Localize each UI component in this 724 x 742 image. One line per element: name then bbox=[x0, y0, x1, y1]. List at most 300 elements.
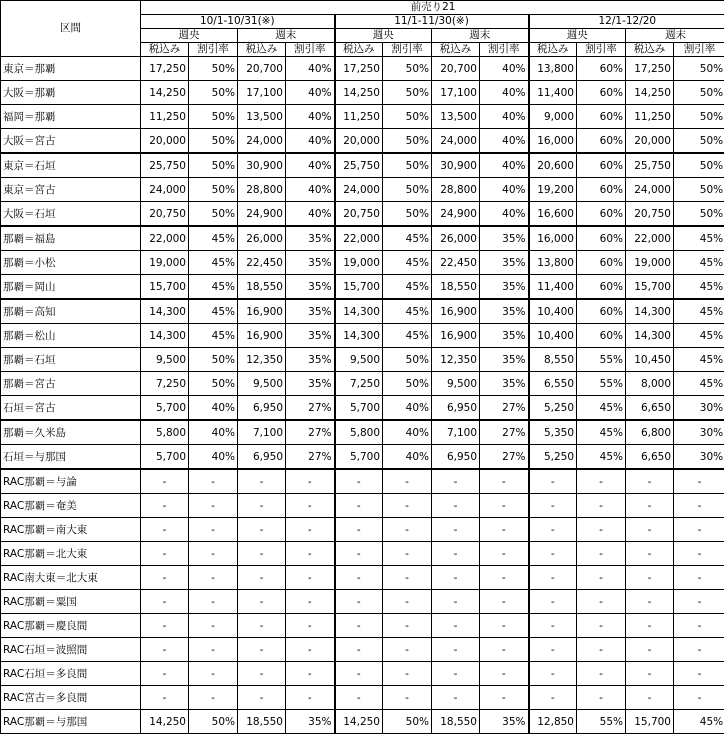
advance-purchase-title: 前売り21 bbox=[141, 1, 724, 15]
discount-cell: - bbox=[674, 542, 724, 566]
fare-cell: - bbox=[529, 686, 577, 710]
table-header bbox=[1, 1, 724, 57]
discount-cell: 40% bbox=[480, 81, 529, 105]
discount-cell: - bbox=[286, 494, 335, 518]
discount-cell: 27% bbox=[480, 445, 529, 470]
table-row bbox=[1, 202, 724, 227]
fare-cell: 5,250 bbox=[529, 445, 577, 470]
discount-cell: - bbox=[480, 518, 529, 542]
discount-cell: - bbox=[577, 566, 626, 590]
discount-cell: 30% bbox=[674, 445, 724, 470]
discount-cell: 40% bbox=[189, 420, 238, 445]
discount-cell: 45% bbox=[383, 226, 432, 251]
table-row bbox=[1, 420, 724, 445]
discount-cell: 50% bbox=[674, 153, 724, 178]
discount-cell: 40% bbox=[286, 81, 335, 105]
discount-cell: - bbox=[189, 590, 238, 614]
discount-cell: 60% bbox=[577, 226, 626, 251]
discount-cell: 40% bbox=[480, 153, 529, 178]
route-name: 那覇＝石垣 bbox=[1, 348, 141, 372]
fare-cell: 15,700 bbox=[141, 275, 189, 300]
discount-cell: - bbox=[577, 542, 626, 566]
fare-cell: 6,950 bbox=[432, 396, 480, 421]
table-row bbox=[1, 226, 724, 251]
fare-cell: 22,000 bbox=[141, 226, 189, 251]
fare-cell: - bbox=[626, 518, 674, 542]
route-name: 那覇＝岡山 bbox=[1, 275, 141, 300]
discount-cell: 40% bbox=[383, 420, 432, 445]
fare-cell: - bbox=[626, 566, 674, 590]
table-row bbox=[1, 494, 724, 518]
discount-cell: - bbox=[480, 469, 529, 494]
discount-cell: 40% bbox=[286, 178, 335, 202]
fare-cell: 14,300 bbox=[335, 299, 383, 324]
discount-cell: 55% bbox=[577, 348, 626, 372]
discount-cell: 50% bbox=[383, 710, 432, 734]
discount-cell: 60% bbox=[577, 57, 626, 81]
fare-cell: 19,000 bbox=[626, 251, 674, 275]
route-name: RAC那覇＝慶良間 bbox=[1, 614, 141, 638]
fare-cell: 7,100 bbox=[432, 420, 480, 445]
fare-cell: 18,550 bbox=[432, 275, 480, 300]
fare-cell: - bbox=[335, 614, 383, 638]
discount-cell: 45% bbox=[189, 251, 238, 275]
table-row bbox=[1, 662, 724, 686]
discount-cell: 35% bbox=[286, 372, 335, 396]
discount-cell: - bbox=[286, 686, 335, 710]
discount-cell: 40% bbox=[286, 153, 335, 178]
discount-cell: - bbox=[189, 494, 238, 518]
discount-cell: 40% bbox=[189, 445, 238, 470]
fare-cell: 7,100 bbox=[238, 420, 286, 445]
discount-cell: 60% bbox=[577, 324, 626, 348]
fare-cell: - bbox=[141, 590, 189, 614]
discount-cell: 50% bbox=[674, 178, 724, 202]
fare-cell: 10,450 bbox=[626, 348, 674, 372]
discount-rate-header: 割引率 bbox=[383, 43, 432, 57]
fare-cell: - bbox=[238, 494, 286, 518]
fare-cell: 20,000 bbox=[335, 129, 383, 154]
fare-cell: 7,250 bbox=[141, 372, 189, 396]
discount-cell: 50% bbox=[674, 105, 724, 129]
weekend-header: 週末 bbox=[626, 29, 724, 43]
fare-cell: - bbox=[626, 686, 674, 710]
fare-cell: - bbox=[238, 638, 286, 662]
fare-cell: 16,900 bbox=[238, 324, 286, 348]
route-name: RAC石垣＝多良間 bbox=[1, 662, 141, 686]
discount-cell: 45% bbox=[189, 275, 238, 300]
fare-cell: - bbox=[529, 542, 577, 566]
table-row bbox=[1, 518, 724, 542]
fare-cell: 14,250 bbox=[626, 81, 674, 105]
discount-cell: - bbox=[674, 662, 724, 686]
discount-cell: 45% bbox=[383, 251, 432, 275]
fare-cell: 25,750 bbox=[141, 153, 189, 178]
discount-cell: 27% bbox=[286, 396, 335, 421]
table-row bbox=[1, 638, 724, 662]
discount-cell: - bbox=[189, 542, 238, 566]
midweek-header: 週央 bbox=[141, 29, 238, 43]
discount-cell: 45% bbox=[577, 396, 626, 421]
fare-cell: 24,000 bbox=[238, 129, 286, 154]
fare-cell: 20,700 bbox=[432, 57, 480, 81]
discount-cell: 50% bbox=[674, 202, 724, 227]
route-name: RAC宮古＝多良間 bbox=[1, 686, 141, 710]
discount-cell: - bbox=[577, 518, 626, 542]
route-name: 大阪＝那覇 bbox=[1, 81, 141, 105]
fare-cell: - bbox=[432, 566, 480, 590]
discount-cell: - bbox=[383, 686, 432, 710]
discount-cell: - bbox=[189, 686, 238, 710]
fare-cell: 22,000 bbox=[335, 226, 383, 251]
route-name: 那覇＝久米島 bbox=[1, 420, 141, 445]
discount-cell: 50% bbox=[189, 81, 238, 105]
fare-cell: 5,800 bbox=[335, 420, 383, 445]
discount-cell: 50% bbox=[189, 710, 238, 734]
fare-cell: 12,850 bbox=[529, 710, 577, 734]
discount-cell: 60% bbox=[577, 129, 626, 154]
fare-cell: - bbox=[626, 614, 674, 638]
fare-cell: 15,700 bbox=[626, 710, 674, 734]
fare-cell: 6,550 bbox=[529, 372, 577, 396]
fare-cell: - bbox=[626, 542, 674, 566]
discount-cell: 40% bbox=[383, 396, 432, 421]
discount-cell: 50% bbox=[189, 372, 238, 396]
fare-cell: - bbox=[432, 614, 480, 638]
route-name: 東京＝宮古 bbox=[1, 178, 141, 202]
table-row bbox=[1, 129, 724, 154]
discount-cell: 50% bbox=[383, 153, 432, 178]
fare-cell: 10,400 bbox=[529, 299, 577, 324]
discount-cell: 60% bbox=[577, 202, 626, 227]
discount-cell: 50% bbox=[189, 105, 238, 129]
fare-cell: - bbox=[238, 662, 286, 686]
fare-cell: - bbox=[432, 662, 480, 686]
discount-cell: 60% bbox=[577, 81, 626, 105]
price-incl-tax-header: 税込み bbox=[141, 43, 189, 57]
fare-cell: - bbox=[335, 542, 383, 566]
discount-cell: 55% bbox=[577, 710, 626, 734]
discount-cell: - bbox=[480, 542, 529, 566]
fare-cell: 14,250 bbox=[335, 710, 383, 734]
fare-cell: 20,750 bbox=[141, 202, 189, 227]
discount-cell: 55% bbox=[577, 372, 626, 396]
fare-cell: 14,250 bbox=[141, 710, 189, 734]
price-incl-tax-header: 税込み bbox=[335, 43, 383, 57]
discount-cell: 60% bbox=[577, 251, 626, 275]
discount-cell: 35% bbox=[286, 710, 335, 734]
fare-cell: 5,350 bbox=[529, 420, 577, 445]
discount-cell: 50% bbox=[189, 153, 238, 178]
discount-cell: 50% bbox=[674, 129, 724, 154]
route-name: RAC那覇＝与論 bbox=[1, 469, 141, 494]
fare-cell: 16,000 bbox=[529, 129, 577, 154]
fare-cell: - bbox=[141, 638, 189, 662]
route-name: RAC那覇＝南大東 bbox=[1, 518, 141, 542]
fare-cell: 28,800 bbox=[238, 178, 286, 202]
fare-cell: 30,900 bbox=[238, 153, 286, 178]
weekend-header: 週末 bbox=[238, 29, 335, 43]
table-row bbox=[1, 590, 724, 614]
fare-cell: 14,300 bbox=[626, 324, 674, 348]
price-incl-tax-header: 税込み bbox=[432, 43, 480, 57]
route-name: RAC那覇＝北大東 bbox=[1, 542, 141, 566]
discount-cell: - bbox=[286, 566, 335, 590]
fare-cell: 6,950 bbox=[432, 445, 480, 470]
discount-cell: 50% bbox=[383, 348, 432, 372]
table-body bbox=[1, 57, 724, 734]
fare-cell: - bbox=[432, 518, 480, 542]
discount-cell: - bbox=[189, 614, 238, 638]
discount-cell: 40% bbox=[286, 202, 335, 227]
discount-cell: 35% bbox=[480, 348, 529, 372]
discount-cell: 50% bbox=[383, 57, 432, 81]
table-row bbox=[1, 469, 724, 494]
discount-cell: 40% bbox=[286, 57, 335, 81]
table-row bbox=[1, 153, 724, 178]
route-name: RAC那覇＝与那国 bbox=[1, 710, 141, 734]
fare-cell: 5,800 bbox=[141, 420, 189, 445]
fare-cell: 5,700 bbox=[141, 445, 189, 470]
fare-cell: 11,400 bbox=[529, 275, 577, 300]
table-row bbox=[1, 566, 724, 590]
fare-cell: - bbox=[238, 590, 286, 614]
discount-cell: - bbox=[383, 542, 432, 566]
fare-cell: 18,550 bbox=[238, 275, 286, 300]
fare-cell: 19,000 bbox=[335, 251, 383, 275]
discount-cell: - bbox=[189, 566, 238, 590]
fare-cell: - bbox=[335, 566, 383, 590]
table-row bbox=[1, 178, 724, 202]
discount-cell: 35% bbox=[286, 226, 335, 251]
fare-cell: 12,350 bbox=[238, 348, 286, 372]
fare-cell: 11,400 bbox=[529, 81, 577, 105]
discount-cell: 35% bbox=[286, 324, 335, 348]
fare-cell: 20,600 bbox=[529, 153, 577, 178]
discount-rate-header: 割引率 bbox=[577, 43, 626, 57]
fare-cell: 8,000 bbox=[626, 372, 674, 396]
discount-cell: - bbox=[480, 494, 529, 518]
discount-cell: 40% bbox=[480, 202, 529, 227]
fare-cell: - bbox=[626, 590, 674, 614]
fare-cell: 28,800 bbox=[432, 178, 480, 202]
fare-cell: 17,250 bbox=[141, 57, 189, 81]
discount-cell: 50% bbox=[383, 178, 432, 202]
discount-cell: 27% bbox=[480, 396, 529, 421]
discount-cell: 50% bbox=[189, 57, 238, 81]
discount-rate-header: 割引率 bbox=[189, 43, 238, 57]
fare-cell: - bbox=[529, 662, 577, 686]
period-header: 12/1-12/20 bbox=[529, 15, 724, 29]
route-name: RAC石垣＝波照間 bbox=[1, 638, 141, 662]
discount-cell: - bbox=[383, 518, 432, 542]
discount-rate-header: 割引率 bbox=[480, 43, 529, 57]
table-row bbox=[1, 614, 724, 638]
fare-cell: 13,800 bbox=[529, 251, 577, 275]
period-header: 10/1-10/31(※) bbox=[141, 15, 335, 29]
fare-cell: 24,900 bbox=[238, 202, 286, 227]
fare-cell: 25,750 bbox=[626, 153, 674, 178]
discount-cell: - bbox=[480, 566, 529, 590]
discount-cell: - bbox=[189, 638, 238, 662]
discount-cell: 60% bbox=[577, 299, 626, 324]
fare-cell: 14,300 bbox=[335, 324, 383, 348]
fare-cell: - bbox=[238, 614, 286, 638]
table-row bbox=[1, 105, 724, 129]
discount-cell: - bbox=[577, 686, 626, 710]
discount-cell: 60% bbox=[577, 105, 626, 129]
discount-cell: 45% bbox=[674, 299, 724, 324]
fare-cell: - bbox=[432, 686, 480, 710]
fare-cell: 7,250 bbox=[335, 372, 383, 396]
discount-cell: - bbox=[674, 638, 724, 662]
fare-cell: 20,750 bbox=[335, 202, 383, 227]
fare-cell: 24,000 bbox=[626, 178, 674, 202]
table-row bbox=[1, 81, 724, 105]
discount-cell: 45% bbox=[674, 324, 724, 348]
fare-cell: 16,900 bbox=[238, 299, 286, 324]
fare-cell: 5,700 bbox=[141, 396, 189, 421]
fare-cell: - bbox=[432, 494, 480, 518]
discount-cell: - bbox=[383, 494, 432, 518]
fare-cell: 9,500 bbox=[141, 348, 189, 372]
discount-cell: 45% bbox=[674, 226, 724, 251]
fare-cell: 24,000 bbox=[335, 178, 383, 202]
fare-cell: 18,550 bbox=[432, 710, 480, 734]
fare-cell: 14,250 bbox=[141, 81, 189, 105]
fare-cell: - bbox=[141, 542, 189, 566]
fare-cell: 14,300 bbox=[626, 299, 674, 324]
fare-cell: 9,500 bbox=[238, 372, 286, 396]
discount-cell: - bbox=[189, 662, 238, 686]
fare-cell: 24,900 bbox=[432, 202, 480, 227]
discount-cell: - bbox=[286, 638, 335, 662]
discount-cell: - bbox=[577, 469, 626, 494]
fare-cell: - bbox=[626, 638, 674, 662]
discount-cell: 50% bbox=[383, 105, 432, 129]
table-row bbox=[1, 57, 724, 81]
fare-cell: - bbox=[335, 638, 383, 662]
fare-cell: 18,550 bbox=[238, 710, 286, 734]
fare-cell: - bbox=[238, 686, 286, 710]
discount-cell: - bbox=[383, 638, 432, 662]
fare-cell: 11,250 bbox=[141, 105, 189, 129]
route-name: 那覇＝宮古 bbox=[1, 372, 141, 396]
fare-cell: 15,700 bbox=[335, 275, 383, 300]
fare-cell: 5,700 bbox=[335, 396, 383, 421]
discount-cell: - bbox=[286, 614, 335, 638]
weekend-header: 週末 bbox=[432, 29, 529, 43]
discount-cell: 50% bbox=[383, 81, 432, 105]
fare-cell: 17,100 bbox=[432, 81, 480, 105]
table-row bbox=[1, 372, 724, 396]
fare-cell: 24,000 bbox=[141, 178, 189, 202]
fare-cell: - bbox=[141, 614, 189, 638]
fare-cell: - bbox=[335, 469, 383, 494]
fare-cell: 13,500 bbox=[238, 105, 286, 129]
table-row bbox=[1, 445, 724, 470]
discount-cell: 60% bbox=[577, 178, 626, 202]
discount-cell: 60% bbox=[577, 153, 626, 178]
discount-cell: - bbox=[189, 469, 238, 494]
discount-cell: - bbox=[383, 590, 432, 614]
discount-cell: - bbox=[480, 686, 529, 710]
fare-cell: 6,950 bbox=[238, 445, 286, 470]
fare-cell: 19,000 bbox=[141, 251, 189, 275]
price-incl-tax-header: 税込み bbox=[529, 43, 577, 57]
table-row bbox=[1, 348, 724, 372]
discount-cell: - bbox=[383, 469, 432, 494]
midweek-header: 週央 bbox=[335, 29, 432, 43]
discount-cell: 50% bbox=[189, 178, 238, 202]
fare-cell: 6,800 bbox=[626, 420, 674, 445]
discount-cell: 35% bbox=[480, 324, 529, 348]
fare-cell: - bbox=[432, 638, 480, 662]
discount-cell: - bbox=[674, 566, 724, 590]
fare-cell: - bbox=[141, 518, 189, 542]
discount-cell: 40% bbox=[480, 129, 529, 154]
fare-cell: 11,250 bbox=[626, 105, 674, 129]
route-name: 大阪＝石垣 bbox=[1, 202, 141, 227]
route-name: 那覇＝高知 bbox=[1, 299, 141, 324]
discount-cell: 50% bbox=[383, 129, 432, 154]
discount-cell: - bbox=[286, 469, 335, 494]
discount-cell: - bbox=[480, 590, 529, 614]
fare-cell: 20,000 bbox=[626, 129, 674, 154]
discount-cell: - bbox=[577, 638, 626, 662]
discount-cell: 45% bbox=[674, 710, 724, 734]
fare-cell: - bbox=[335, 494, 383, 518]
fare-cell: 9,000 bbox=[529, 105, 577, 129]
fare-cell: 17,250 bbox=[335, 57, 383, 81]
discount-cell: 45% bbox=[383, 299, 432, 324]
fare-cell: 13,500 bbox=[432, 105, 480, 129]
fare-cell: - bbox=[626, 662, 674, 686]
period-header: 11/1-11/30(※) bbox=[335, 15, 529, 29]
discount-cell: 35% bbox=[286, 348, 335, 372]
table-row bbox=[1, 542, 724, 566]
discount-cell: - bbox=[480, 614, 529, 638]
fare-cell: - bbox=[529, 638, 577, 662]
route-name: 那覇＝小松 bbox=[1, 251, 141, 275]
fare-cell: - bbox=[626, 469, 674, 494]
fare-cell: 16,900 bbox=[432, 299, 480, 324]
midweek-header: 週央 bbox=[529, 29, 626, 43]
fare-cell: 30,900 bbox=[432, 153, 480, 178]
discount-rate-header: 割引率 bbox=[286, 43, 335, 57]
discount-cell: 35% bbox=[480, 275, 529, 300]
discount-cell: 35% bbox=[480, 251, 529, 275]
discount-cell: - bbox=[674, 494, 724, 518]
discount-rate-header: 割引率 bbox=[674, 43, 724, 57]
fare-cell: - bbox=[432, 590, 480, 614]
fare-cell: 15,700 bbox=[626, 275, 674, 300]
route-name: RAC南大東＝北大東 bbox=[1, 566, 141, 590]
discount-cell: 35% bbox=[286, 275, 335, 300]
fare-cell: - bbox=[141, 494, 189, 518]
discount-cell: 60% bbox=[577, 275, 626, 300]
fare-cell: - bbox=[238, 518, 286, 542]
discount-cell: 35% bbox=[480, 299, 529, 324]
section-column-header: 区間 bbox=[1, 1, 141, 57]
fare-cell: 12,350 bbox=[432, 348, 480, 372]
discount-cell: 45% bbox=[189, 299, 238, 324]
fare-cell: 5,250 bbox=[529, 396, 577, 421]
fare-cell: 11,250 bbox=[335, 105, 383, 129]
fare-cell: 9,500 bbox=[432, 372, 480, 396]
discount-cell: - bbox=[286, 662, 335, 686]
discount-cell: 45% bbox=[577, 420, 626, 445]
